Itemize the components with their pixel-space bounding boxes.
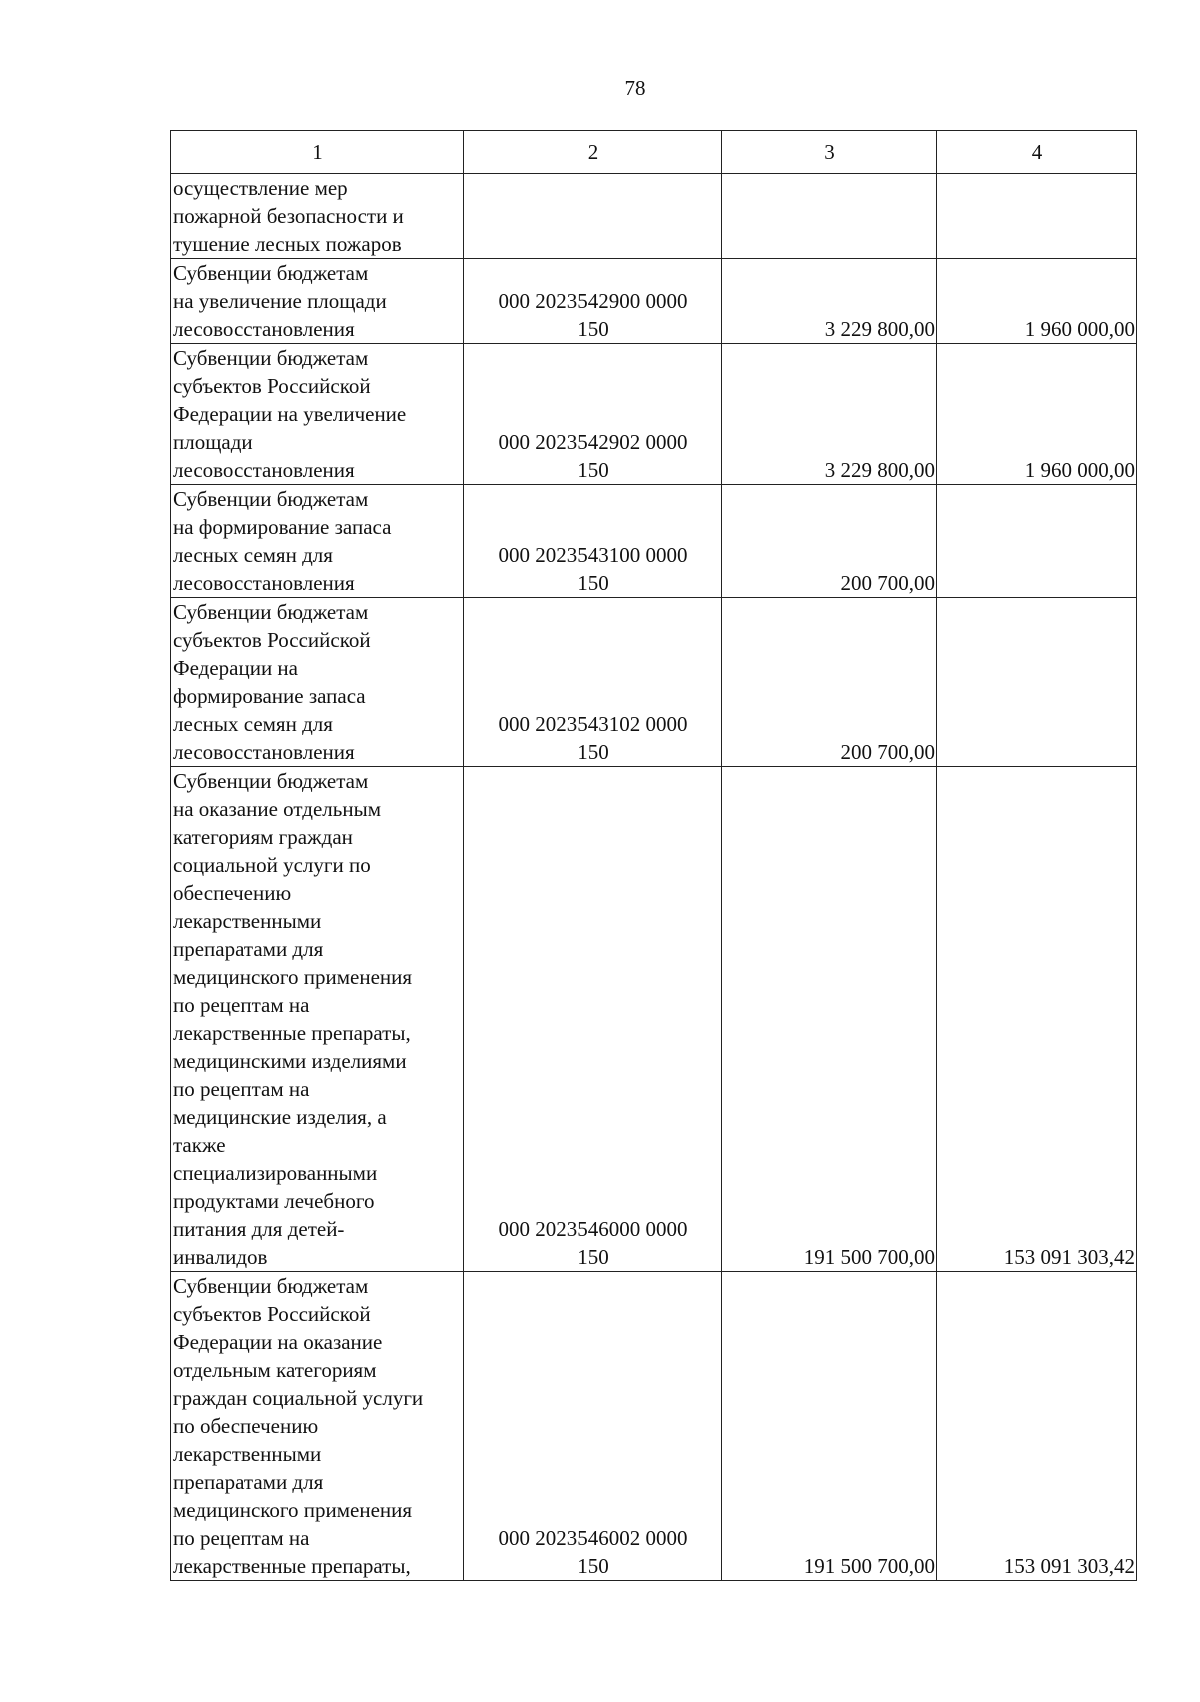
row-amount-col3: 3 229 800,00	[722, 259, 937, 344]
header-col-4: 4	[937, 131, 1137, 174]
row-amount-col4: 1 960 000,00	[937, 344, 1137, 485]
row-amount-col3	[722, 174, 937, 259]
row-amount-col4: 1 960 000,00	[937, 259, 1137, 344]
table-row	[171, 767, 1137, 1272]
row-amount-col4	[937, 174, 1137, 259]
row-name-cell: Субвенции бюджетам субъектов Российской Федерации на оказание отдельным категориям граждан социальной услуги по обеспечению лекарственными препаратами для медицинского применения по рецептам на лекарственные препараты,	[171, 1272, 464, 1581]
row-amount-col3: 200 700,00	[722, 485, 937, 598]
row-amount-col4	[937, 598, 1137, 767]
row-code-cell	[464, 174, 722, 259]
table-row	[171, 485, 1137, 598]
header-row	[171, 131, 1137, 174]
header-col-3: 3	[722, 131, 937, 174]
row-amount-col3: 200 700,00	[722, 598, 937, 767]
header-col-2: 2	[464, 131, 722, 174]
table-header	[171, 131, 1137, 174]
table-row	[171, 598, 1137, 767]
row-code-cell: 000 2023546000 0000 150	[464, 767, 722, 1272]
page-number: 78	[624, 76, 646, 100]
table-row	[171, 174, 1137, 259]
table-row	[171, 344, 1137, 485]
row-name-cell: Субвенции бюджетам на увеличение площади лесовосстановления	[171, 259, 464, 344]
row-name-cell: Субвенции бюджетам субъектов Российской Федерации на формирование запаса лесных семян для лесовосстановления	[171, 598, 464, 767]
budget-table	[170, 130, 1137, 1581]
row-amount-col3: 191 500 700,00	[722, 767, 937, 1272]
row-name-cell: Субвенции бюджетам на оказание отдельным категориям граждан социальной услуги по обеспечению лекарственными препаратами для медицинского применения по рецептам на лекарственные препараты, медицинскими изделиями по рецептам на медицинские изделия, а также специализированными продуктами лечебного питания для детей- инвалидов	[171, 767, 464, 1272]
row-code-cell: 000 2023543102 0000 150	[464, 598, 722, 767]
table-row	[171, 1272, 1137, 1581]
row-code-cell: 000 2023546002 0000 150	[464, 1272, 722, 1581]
row-name-cell: Субвенции бюджетам субъектов Российской Федерации на увеличение площади лесовосстановления	[171, 344, 464, 485]
row-amount-col4	[937, 485, 1137, 598]
row-amount-col4: 153 091 303,42	[937, 767, 1137, 1272]
row-name-cell: осуществление мер пожарной безопасности и тушение лесных пожаров	[171, 174, 464, 259]
row-name-cell: Субвенции бюджетам на формирование запаса лесных семян для лесовосстановления	[171, 485, 464, 598]
row-amount-col3: 191 500 700,00	[722, 1272, 937, 1581]
row-code-cell: 000 2023543100 0000 150	[464, 485, 722, 598]
row-code-cell: 000 2023542902 0000 150	[464, 344, 722, 485]
row-amount-col3: 3 229 800,00	[722, 344, 937, 485]
row-amount-col4: 153 091 303,42	[937, 1272, 1137, 1581]
header-col-1: 1	[171, 131, 464, 174]
table-body	[171, 174, 1137, 1581]
table-row	[171, 259, 1137, 344]
row-code-cell: 000 2023542900 0000 150	[464, 259, 722, 344]
